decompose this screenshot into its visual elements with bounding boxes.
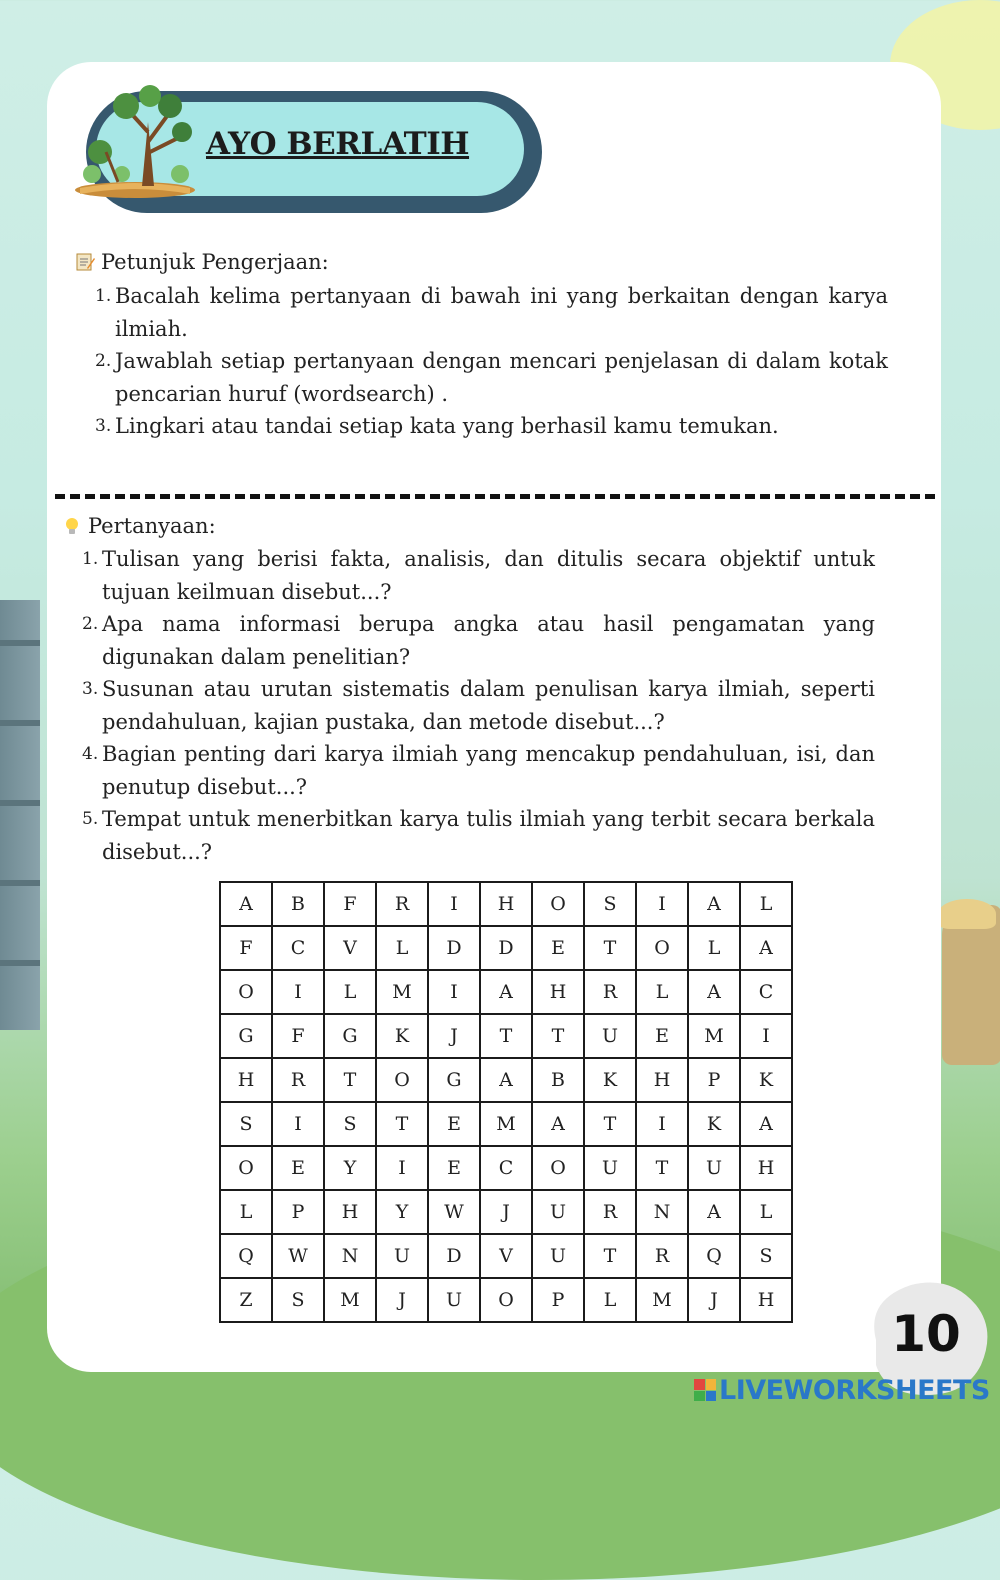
- question-item: [82, 673, 875, 738]
- grid-cell[interactable]: Z: [220, 1278, 272, 1322]
- grid-cell[interactable]: U: [376, 1234, 428, 1278]
- grid-cell[interactable]: D: [428, 1234, 480, 1278]
- instructions-heading: [75, 250, 329, 274]
- grid-cell[interactable]: I: [636, 1102, 688, 1146]
- question-text: Bagian penting dari karya ilmiah yang mencakup pendahuluan, isi, dan penutup disebut...?: [102, 742, 875, 799]
- brand-name: LIVEWORKSHEETS: [719, 1374, 990, 1406]
- grid-cell[interactable]: F: [324, 882, 376, 926]
- grid-cell[interactable]: L: [636, 970, 688, 1014]
- question-text: Tulisan yang berisi fakta, analisis, dan ditulis secara objektif untuk tujuan keilmuan disebut...?: [102, 547, 875, 604]
- grid-cell[interactable]: T: [532, 1014, 584, 1058]
- question-item: [82, 738, 875, 803]
- grid-cell[interactable]: K: [740, 1058, 792, 1102]
- page-number: 10: [891, 1305, 961, 1363]
- item-text: Bacalah kelima pertanyaan di bawah ini yang berkaitan dengan karya ilmiah.: [115, 284, 888, 341]
- grid-cell[interactable]: K: [584, 1058, 636, 1102]
- list-item: [95, 345, 888, 410]
- grid-cell[interactable]: I: [376, 1146, 428, 1190]
- question-number: 5.: [82, 809, 99, 829]
- question-number: 3.: [82, 679, 99, 699]
- grid-cell[interactable]: O: [220, 970, 272, 1014]
- question-text: Susunan atau urutan sistematis dalam penulisan karya ilmiah, seperti pendahuluan, kajian pustaka, dan metode disebut...?: [102, 677, 875, 734]
- dashed-divider: [55, 494, 935, 499]
- grid-cell[interactable]: W: [272, 1234, 324, 1278]
- grid-row: [220, 1058, 792, 1102]
- grid-cell[interactable]: M: [324, 1278, 376, 1322]
- grid-cell[interactable]: J: [376, 1278, 428, 1322]
- background-tower: [0, 600, 40, 1030]
- grid-cell[interactable]: G: [220, 1014, 272, 1058]
- grid-row: [220, 1278, 792, 1322]
- grid-cell[interactable]: I: [272, 1102, 324, 1146]
- grid-cell[interactable]: I: [428, 970, 480, 1014]
- grid-cell[interactable]: I: [272, 970, 324, 1014]
- grid-cell[interactable]: M: [688, 1014, 740, 1058]
- grid-cell[interactable]: F: [272, 1014, 324, 1058]
- grid-cell[interactable]: L: [740, 882, 792, 926]
- grid-cell[interactable]: U: [584, 1014, 636, 1058]
- grid-cell[interactable]: A: [688, 970, 740, 1014]
- grid-row: [220, 926, 792, 970]
- grid-cell[interactable]: C: [480, 1146, 532, 1190]
- item-number: 1.: [95, 286, 112, 306]
- grid-cell[interactable]: A: [480, 970, 532, 1014]
- liveworksheets-mark-icon: [694, 1379, 716, 1401]
- grid-cell[interactable]: D: [480, 926, 532, 970]
- grid-cell[interactable]: A: [688, 882, 740, 926]
- list-item: [95, 410, 888, 443]
- grid-cell[interactable]: R: [636, 1234, 688, 1278]
- grid-row: [220, 1146, 792, 1190]
- grid-cell[interactable]: G: [324, 1014, 376, 1058]
- grid-cell[interactable]: K: [376, 1014, 428, 1058]
- grid-cell[interactable]: V: [324, 926, 376, 970]
- grid-row: [220, 1234, 792, 1278]
- question-number: 2.: [82, 614, 99, 634]
- instructions-label: Petunjuk Pengerjaan:: [101, 250, 329, 274]
- grid-cell[interactable]: S: [740, 1234, 792, 1278]
- grid-cell[interactable]: S: [584, 882, 636, 926]
- grid-cell[interactable]: T: [480, 1014, 532, 1058]
- grid-cell[interactable]: P: [688, 1058, 740, 1102]
- grid-cell[interactable]: G: [428, 1058, 480, 1102]
- grid-cell[interactable]: O: [220, 1146, 272, 1190]
- grid-cell[interactable]: F: [220, 926, 272, 970]
- questions-heading: [62, 514, 216, 538]
- grid-cell[interactable]: J: [688, 1278, 740, 1322]
- grid-cell[interactable]: L: [688, 926, 740, 970]
- grid-cell[interactable]: R: [584, 970, 636, 1014]
- grid-cell[interactable]: L: [376, 926, 428, 970]
- grid-cell[interactable]: T: [636, 1146, 688, 1190]
- grid-cell[interactable]: U: [532, 1190, 584, 1234]
- instructions-list: [95, 280, 888, 443]
- grid-cell[interactable]: M: [376, 970, 428, 1014]
- grid-cell[interactable]: J: [480, 1190, 532, 1234]
- wordsearch-grid: [219, 881, 793, 1323]
- grid-cell[interactable]: L: [740, 1190, 792, 1234]
- grid-cell[interactable]: Y: [324, 1146, 376, 1190]
- grid-cell[interactable]: O: [532, 1146, 584, 1190]
- grid-row: [220, 1102, 792, 1146]
- grid-cell[interactable]: H: [636, 1058, 688, 1102]
- grid-cell[interactable]: J: [428, 1014, 480, 1058]
- grid-cell[interactable]: U: [584, 1146, 636, 1190]
- grid-cell[interactable]: A: [220, 882, 272, 926]
- grid-cell[interactable]: H: [740, 1146, 792, 1190]
- list-item: [95, 280, 888, 345]
- grid-cell[interactable]: Y: [376, 1190, 428, 1234]
- grid-cell[interactable]: T: [584, 1102, 636, 1146]
- grid-cell[interactable]: S: [324, 1102, 376, 1146]
- grid-cell[interactable]: Q: [220, 1234, 272, 1278]
- grid-cell[interactable]: M: [480, 1102, 532, 1146]
- grid-cell[interactable]: U: [688, 1146, 740, 1190]
- grid-row: [220, 970, 792, 1014]
- grid-cell[interactable]: A: [688, 1190, 740, 1234]
- grid-cell[interactable]: I: [740, 1014, 792, 1058]
- background-person-illustration: [942, 905, 1000, 1065]
- grid-cell[interactable]: C: [740, 970, 792, 1014]
- grid-cell[interactable]: V: [480, 1234, 532, 1278]
- question-number: 1.: [82, 549, 99, 569]
- grid-cell[interactable]: O: [376, 1058, 428, 1102]
- question-text: Apa nama informasi berupa angka atau hasil pengamatan yang digunakan dalam penelitian?: [102, 612, 875, 669]
- grid-cell[interactable]: A: [740, 1102, 792, 1146]
- question-text: Tempat untuk menerbitkan karya tulis ilmiah yang terbit secara berkala disebut...?: [102, 807, 875, 864]
- grid-row: [220, 1014, 792, 1058]
- grid-cell[interactable]: L: [220, 1190, 272, 1234]
- grid-cell[interactable]: A: [532, 1102, 584, 1146]
- grid-cell[interactable]: T: [376, 1102, 428, 1146]
- grid-cell[interactable]: C: [272, 926, 324, 970]
- question-item: [82, 543, 875, 608]
- grid-cell[interactable]: H: [324, 1190, 376, 1234]
- item-number: 2.: [95, 351, 112, 371]
- grid-cell[interactable]: O: [480, 1278, 532, 1322]
- grid-cell[interactable]: H: [532, 970, 584, 1014]
- grid-cell[interactable]: B: [272, 882, 324, 926]
- grid-cell[interactable]: H: [220, 1058, 272, 1102]
- grid-cell[interactable]: S: [220, 1102, 272, 1146]
- grid-cell[interactable]: L: [584, 1278, 636, 1322]
- grid-cell[interactable]: O: [532, 882, 584, 926]
- page-title: AYO BERLATIH: [206, 126, 470, 162]
- item-text: Jawablah setiap pertanyaan dengan mencari penjelasan di dalam kotak pencarian huruf (wordsearch) .: [115, 349, 888, 406]
- grid-cell[interactable]: I: [636, 882, 688, 926]
- grid-cell[interactable]: R: [376, 882, 428, 926]
- question-item: [82, 803, 875, 868]
- grid-cell[interactable]: I: [428, 882, 480, 926]
- grid-cell[interactable]: M: [636, 1278, 688, 1322]
- grid-cell[interactable]: N: [324, 1234, 376, 1278]
- grid-cell[interactable]: A: [480, 1058, 532, 1102]
- grid-cell[interactable]: Q: [688, 1234, 740, 1278]
- questions-list: [82, 543, 875, 868]
- tree-book-icon: [70, 82, 200, 200]
- grid-cell[interactable]: E: [428, 1146, 480, 1190]
- grid-cell[interactable]: P: [272, 1190, 324, 1234]
- questions-label: Pertanyaan:: [88, 514, 216, 538]
- question-item: [82, 608, 875, 673]
- grid-cell[interactable]: R: [272, 1058, 324, 1102]
- grid-cell[interactable]: H: [480, 882, 532, 926]
- grid-cell[interactable]: N: [636, 1190, 688, 1234]
- grid-cell[interactable]: L: [324, 970, 376, 1014]
- item-number: 3.: [95, 416, 112, 436]
- item-text: Lingkari atau tandai setiap kata yang berhasil kamu temukan.: [115, 414, 779, 438]
- grid-cell[interactable]: W: [428, 1190, 480, 1234]
- grid-cell[interactable]: E: [532, 926, 584, 970]
- grid-cell[interactable]: K: [688, 1102, 740, 1146]
- grid-cell[interactable]: R: [584, 1190, 636, 1234]
- grid-cell[interactable]: E: [272, 1146, 324, 1190]
- grid-cell[interactable]: A: [740, 926, 792, 970]
- grid-cell[interactable]: H: [740, 1278, 792, 1322]
- grid-cell[interactable]: T: [324, 1058, 376, 1102]
- grid-cell[interactable]: E: [636, 1014, 688, 1058]
- grid-cell[interactable]: O: [636, 926, 688, 970]
- question-number: 4.: [82, 744, 99, 764]
- grid-cell[interactable]: S: [272, 1278, 324, 1322]
- grid-cell[interactable]: T: [584, 926, 636, 970]
- grid-cell[interactable]: D: [428, 926, 480, 970]
- grid-row: [220, 1190, 792, 1234]
- memo-icon: [75, 252, 95, 272]
- grid-cell[interactable]: U: [428, 1278, 480, 1322]
- grid-row: [220, 882, 792, 926]
- grid-cell[interactable]: T: [584, 1234, 636, 1278]
- grid-cell[interactable]: B: [532, 1058, 584, 1102]
- grid-cell[interactable]: P: [532, 1278, 584, 1322]
- lightbulb-icon: [62, 516, 82, 536]
- liveworksheets-logo: [694, 1374, 990, 1406]
- grid-cell[interactable]: U: [532, 1234, 584, 1278]
- grid-cell[interactable]: E: [428, 1102, 480, 1146]
